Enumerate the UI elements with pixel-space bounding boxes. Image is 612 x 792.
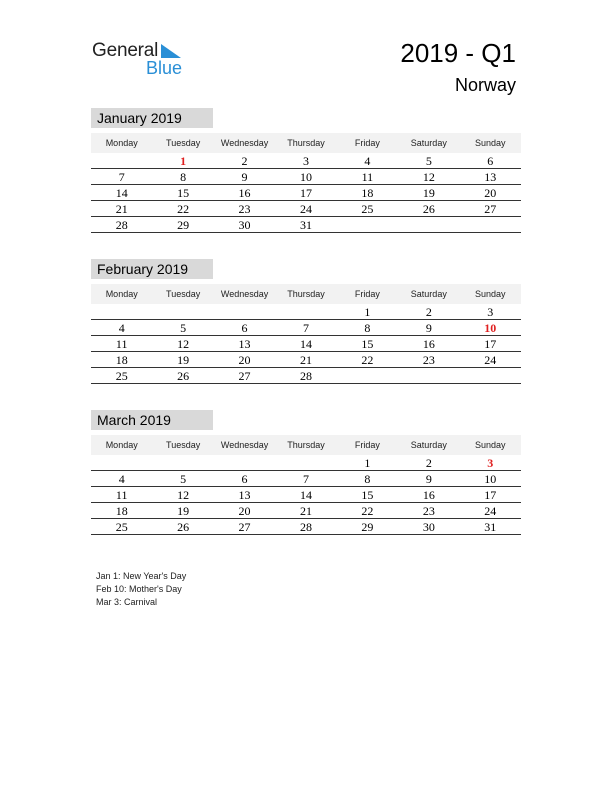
day-cell: 31 <box>299 218 312 232</box>
day-cell: 5 <box>180 321 187 335</box>
day-cell <box>91 153 152 168</box>
day-cell <box>91 455 152 470</box>
day-cell: 15 <box>361 488 374 502</box>
weekday-label: Monday <box>105 138 138 148</box>
day-cell: 3 <box>302 154 309 168</box>
day-cell: 13 <box>238 488 251 502</box>
weekday-label: Monday <box>105 440 138 450</box>
weekday-label: Friday <box>354 289 380 299</box>
week-row <box>91 320 521 336</box>
day-cell: 30 <box>422 520 435 534</box>
weekday-label: Sunday <box>474 440 506 450</box>
day-cell: 21 <box>299 504 312 518</box>
day-cell: 24 <box>484 504 497 518</box>
day-cell: 4 <box>118 472 125 486</box>
week-row <box>91 471 521 487</box>
day-cell: 23 <box>238 202 251 216</box>
month-title: February 2019 <box>91 259 213 279</box>
weekday-label: Saturday <box>410 138 447 148</box>
day-cell: 22 <box>361 504 374 518</box>
day-cell <box>214 304 275 319</box>
month-title: March 2019 <box>91 410 213 430</box>
day-cell: 16 <box>238 186 251 200</box>
day-cell: 9 <box>425 472 432 486</box>
day-cell: 12 <box>422 170 435 184</box>
week-row <box>91 503 521 519</box>
day-cell <box>337 368 398 383</box>
day-cell: 18 <box>115 353 128 367</box>
day-cell: 8 <box>364 472 371 486</box>
day-cell: 13 <box>484 170 497 184</box>
day-cell <box>275 304 336 319</box>
week-row <box>91 519 521 535</box>
day-cell: 11 <box>115 488 128 502</box>
day-cell: 8 <box>180 170 187 184</box>
month-grid <box>91 153 521 233</box>
day-cell <box>275 455 336 470</box>
holiday-note: Mar 3: Carnival <box>96 597 158 607</box>
day-cell: 24 <box>484 353 497 367</box>
day-cell: 11 <box>115 337 128 351</box>
day-cell: 30 <box>238 218 251 232</box>
weekday-header <box>91 435 521 455</box>
day-cell: 29 <box>361 520 374 534</box>
day-cell: 29 <box>177 218 190 232</box>
day-cell: 2 <box>241 154 248 168</box>
holiday-note: Feb 10: Mother's Day <box>96 584 182 594</box>
day-cell: 16 <box>422 488 435 502</box>
weekday-label: Tuesday <box>166 289 201 299</box>
day-cell: 3 <box>487 305 494 319</box>
day-cell: 27 <box>238 520 251 534</box>
day-cell: 10 <box>484 472 497 486</box>
day-cell: 19 <box>177 353 190 367</box>
day-cell: 9 <box>425 321 432 335</box>
week-row <box>91 368 521 384</box>
week-row <box>91 185 521 201</box>
day-cell: 19 <box>177 504 190 518</box>
day-cell: 20 <box>238 504 251 518</box>
day-cell: 12 <box>177 488 190 502</box>
weekday-header <box>91 133 521 153</box>
holiday-note: Jan 1: New Year's Day <box>96 571 187 581</box>
day-cell: 25 <box>361 202 374 216</box>
day-cell: 6 <box>487 154 494 168</box>
day-cell: 1 <box>364 305 371 319</box>
day-cell: 23 <box>422 504 435 518</box>
day-cell <box>460 217 521 232</box>
country-name: Norway <box>454 75 516 95</box>
day-cell: 17 <box>484 337 497 351</box>
day-cell: 5 <box>425 154 432 168</box>
weekday-label: Tuesday <box>166 440 201 450</box>
day-cell: 16 <box>422 337 435 351</box>
day-cell: 28 <box>299 520 312 534</box>
day-cell <box>91 304 152 319</box>
month-title: January 2019 <box>91 108 213 128</box>
day-cell: 20 <box>238 353 251 367</box>
day-cell: 5 <box>180 472 187 486</box>
day-cell: 4 <box>364 154 371 168</box>
week-row <box>91 217 521 233</box>
day-cell: 27 <box>484 202 497 216</box>
day-cell: 23 <box>422 353 435 367</box>
weekday-label: Thursday <box>287 289 325 299</box>
week-row <box>91 153 521 169</box>
day-cell: 7 <box>302 472 309 486</box>
day-cell: 2 <box>425 305 432 319</box>
month-march <box>91 410 521 535</box>
day-cell <box>398 368 459 383</box>
day-cell <box>214 455 275 470</box>
week-row <box>91 336 521 352</box>
day-cell: 1 <box>180 154 187 168</box>
weekday-label: Wednesday <box>220 440 269 450</box>
weekday-label: Monday <box>105 289 138 299</box>
day-cell: 26 <box>177 369 190 383</box>
day-cell: 8 <box>364 321 371 335</box>
day-cell: 6 <box>241 321 248 335</box>
day-cell <box>337 217 398 232</box>
weekday-label: Wednesday <box>220 138 269 148</box>
day-cell <box>460 368 521 383</box>
weekday-label: Tuesday <box>166 138 201 148</box>
day-cell: 18 <box>115 504 128 518</box>
holiday-notes <box>96 570 186 609</box>
day-cell <box>152 455 213 470</box>
weekday-label: Friday <box>354 440 380 450</box>
day-cell <box>398 217 459 232</box>
day-cell: 14 <box>299 488 312 502</box>
day-cell: 19 <box>422 186 435 200</box>
logo-triangle-icon <box>161 44 181 58</box>
day-cell: 22 <box>177 202 190 216</box>
weekday-header <box>91 284 521 304</box>
day-cell: 21 <box>115 202 128 216</box>
day-cell: 20 <box>484 186 497 200</box>
week-row <box>91 201 521 217</box>
day-cell: 14 <box>115 186 128 200</box>
day-cell: 15 <box>361 337 374 351</box>
weekday-label: Saturday <box>410 440 447 450</box>
day-cell: 17 <box>484 488 497 502</box>
week-row <box>91 169 521 185</box>
day-cell: 10 <box>299 170 312 184</box>
weekday-label: Sunday <box>474 289 506 299</box>
weekday-label: Friday <box>354 138 380 148</box>
day-cell: 15 <box>177 186 190 200</box>
day-cell: 14 <box>299 337 312 351</box>
day-cell: 7 <box>302 321 309 335</box>
day-cell: 27 <box>238 369 251 383</box>
logo-blue-text: Blue <box>146 58 183 78</box>
week-row <box>91 487 521 503</box>
week-row <box>91 304 521 320</box>
month-grid <box>91 455 521 535</box>
day-cell: 31 <box>484 520 497 534</box>
weekday-label: Saturday <box>410 289 447 299</box>
logo-general-text: General <box>92 40 159 61</box>
day-cell: 21 <box>299 353 312 367</box>
generalblue-logo <box>92 40 192 80</box>
day-cell: 1 <box>364 456 371 470</box>
week-row <box>91 352 521 368</box>
day-cell: 18 <box>361 186 374 200</box>
day-cell: 26 <box>177 520 190 534</box>
weekday-label: Sunday <box>474 138 506 148</box>
day-cell: 22 <box>361 353 374 367</box>
weekday-label: Thursday <box>287 440 325 450</box>
month-february <box>91 259 521 384</box>
day-cell: 6 <box>241 472 248 486</box>
month-grid <box>91 304 521 384</box>
day-cell: 2 <box>425 456 432 470</box>
day-cell: 25 <box>115 520 128 534</box>
week-row <box>91 455 521 471</box>
weekday-label: Wednesday <box>220 289 269 299</box>
day-cell <box>152 304 213 319</box>
day-cell: 17 <box>299 186 312 200</box>
page-title: 2019 - Q1 <box>400 38 516 68</box>
day-cell: 28 <box>115 218 128 232</box>
day-cell: 7 <box>118 170 125 184</box>
day-cell: 9 <box>241 170 248 184</box>
day-cell: 25 <box>115 369 128 383</box>
day-cell: 11 <box>361 170 374 184</box>
day-cell: 3 <box>487 456 494 470</box>
day-cell: 26 <box>422 202 435 216</box>
month-january <box>91 108 521 233</box>
day-cell: 4 <box>118 321 125 335</box>
day-cell: 13 <box>238 337 251 351</box>
day-cell: 10 <box>484 321 497 335</box>
weekday-label: Thursday <box>287 138 325 148</box>
day-cell: 12 <box>177 337 190 351</box>
day-cell: 24 <box>299 202 312 216</box>
day-cell: 28 <box>299 369 312 383</box>
